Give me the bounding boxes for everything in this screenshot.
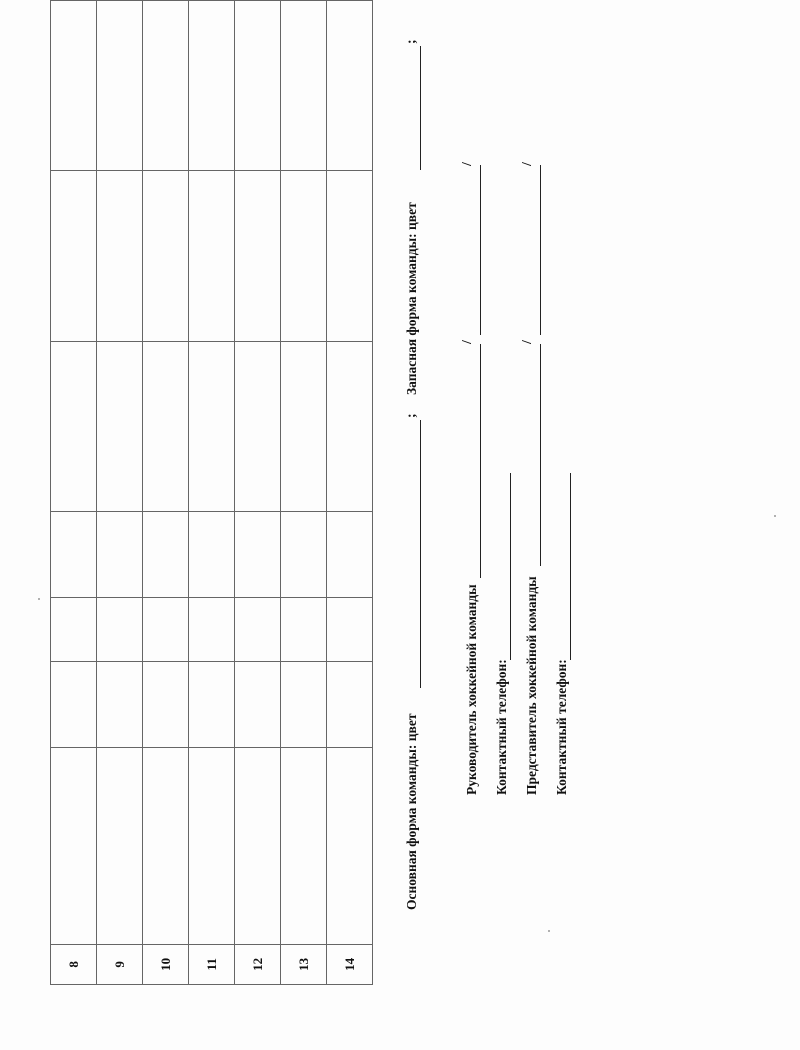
- table-row: [143, 1, 189, 985]
- empty-cell[interactable]: [51, 341, 97, 511]
- empty-cell[interactable]: [327, 597, 373, 662]
- manager-phone-blank[interactable]: [510, 473, 511, 660]
- empty-cell[interactable]: [97, 511, 143, 597]
- empty-cell[interactable]: [281, 511, 327, 597]
- empty-cell[interactable]: [51, 747, 97, 944]
- empty-cell[interactable]: [143, 341, 189, 511]
- empty-cell[interactable]: [235, 1, 281, 171]
- representative-name-blank[interactable]: [540, 344, 541, 566]
- empty-cell[interactable]: [97, 662, 143, 748]
- row-number-cell: 14: [327, 944, 373, 984]
- manager-slash: /: [460, 340, 475, 344]
- scan-speck: [548, 930, 550, 932]
- empty-cell[interactable]: [327, 1, 373, 171]
- empty-cell[interactable]: [235, 511, 281, 597]
- empty-cell[interactable]: [97, 171, 143, 341]
- empty-cell[interactable]: [235, 341, 281, 511]
- row-number-cell: 12: [235, 944, 281, 984]
- row-number-cell: 11: [189, 944, 235, 984]
- empty-cell[interactable]: [189, 747, 235, 944]
- representative-slash-end: /: [520, 162, 535, 166]
- empty-cell[interactable]: [189, 597, 235, 662]
- empty-cell[interactable]: [143, 747, 189, 944]
- empty-cell[interactable]: [327, 171, 373, 341]
- empty-cell[interactable]: [235, 747, 281, 944]
- empty-cell[interactable]: [97, 597, 143, 662]
- manager-label: Руководитель хоккейной команды: [464, 584, 479, 795]
- main-uniform-label: Основная форма команды: цвет: [404, 713, 419, 910]
- empty-cell[interactable]: [97, 747, 143, 944]
- empty-cell[interactable]: [281, 171, 327, 341]
- empty-cell[interactable]: [189, 662, 235, 748]
- empty-cell[interactable]: [235, 662, 281, 748]
- manager-phone-label: Контактный телефон:: [494, 659, 509, 795]
- empty-cell[interactable]: [281, 662, 327, 748]
- empty-cell[interactable]: [143, 511, 189, 597]
- manager-name-blank[interactable]: [480, 344, 481, 578]
- player-roster-table: [50, 0, 373, 985]
- main-uniform-color-blank[interactable]: [420, 420, 421, 688]
- empty-cell[interactable]: [327, 341, 373, 511]
- empty-cell[interactable]: [51, 662, 97, 748]
- spare-uniform-color-blank[interactable]: [420, 46, 421, 170]
- row-number-cell: 8: [51, 944, 97, 984]
- row-number-cell: 10: [143, 944, 189, 984]
- representative-phone-blank[interactable]: [570, 473, 571, 660]
- empty-cell[interactable]: [51, 171, 97, 341]
- empty-cell[interactable]: [281, 1, 327, 171]
- table-row: [189, 1, 235, 985]
- main-uniform-semicolon: ;: [404, 413, 419, 418]
- row-number-cell: 13: [281, 944, 327, 984]
- empty-cell[interactable]: [51, 597, 97, 662]
- table-row: [97, 1, 143, 985]
- table-row: [235, 1, 281, 985]
- spare-uniform-label: Запасная форма команды: цвет: [404, 202, 419, 395]
- spare-uniform-semicolon: ;: [404, 39, 419, 44]
- manager-signature-blank[interactable]: [480, 165, 481, 335]
- empty-cell[interactable]: [143, 662, 189, 748]
- empty-cell[interactable]: [281, 597, 327, 662]
- empty-cell[interactable]: [189, 341, 235, 511]
- table-row: [327, 1, 373, 985]
- empty-cell[interactable]: [327, 747, 373, 944]
- scan-speck: [774, 515, 776, 517]
- empty-cell[interactable]: [189, 171, 235, 341]
- empty-cell[interactable]: [235, 597, 281, 662]
- row-number-cell: 9: [97, 944, 143, 984]
- empty-cell[interactable]: [189, 511, 235, 597]
- empty-cell[interactable]: [51, 1, 97, 171]
- representative-label: Представитель хоккейной команды: [524, 576, 539, 795]
- table-row: [281, 1, 327, 985]
- empty-cell[interactable]: [51, 511, 97, 597]
- empty-cell[interactable]: [143, 597, 189, 662]
- empty-cell[interactable]: [235, 171, 281, 341]
- empty-cell[interactable]: [281, 747, 327, 944]
- empty-cell[interactable]: [143, 171, 189, 341]
- empty-cell[interactable]: [143, 1, 189, 171]
- empty-cell[interactable]: [281, 341, 327, 511]
- empty-cell[interactable]: [189, 1, 235, 171]
- representative-signature-blank[interactable]: [540, 165, 541, 335]
- empty-cell[interactable]: [327, 511, 373, 597]
- empty-cell[interactable]: [97, 1, 143, 171]
- empty-cell[interactable]: [327, 662, 373, 748]
- representative-phone-label: Контактный телефон:: [554, 659, 569, 795]
- manager-slash-end: /: [460, 162, 475, 166]
- empty-cell[interactable]: [97, 341, 143, 511]
- table-row: [51, 1, 97, 985]
- representative-slash: /: [520, 340, 535, 344]
- scan-speck: [38, 598, 40, 600]
